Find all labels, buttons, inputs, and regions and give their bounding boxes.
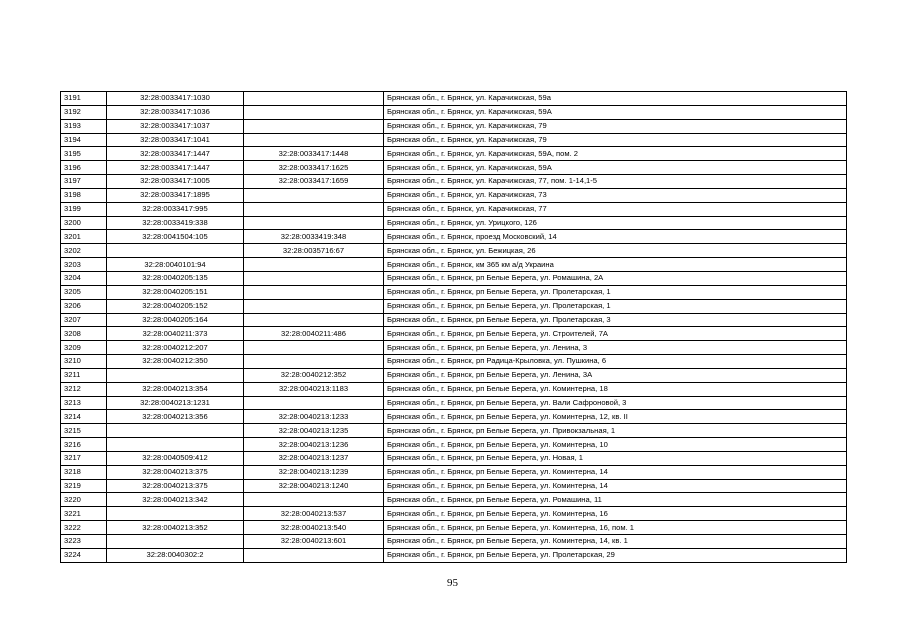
cadastral-number-cell bbox=[107, 535, 244, 549]
table-row bbox=[61, 92, 847, 106]
related-cadastral-number-cell bbox=[244, 119, 384, 133]
address-cell: Брянская обл., г. Брянск, рп Белые Берега, ул. Пролетарская, 1 bbox=[384, 299, 847, 313]
registry-table-body bbox=[61, 92, 847, 563]
row-number-cell: 3202 bbox=[61, 244, 107, 258]
table-row bbox=[61, 175, 847, 189]
address-cell: Брянская обл., г. Брянск, рп Белые Берега, ул. Ленина, 3 bbox=[384, 341, 847, 355]
address-cell: Брянская обл., г. Брянск, ул. Карачижская, 59а bbox=[384, 92, 847, 106]
related-cadastral-number-cell: 32:28:0040213:1233 bbox=[244, 410, 384, 424]
cadastral-number-cell: 32:28:0040213:352 bbox=[107, 521, 244, 535]
cadastral-number-cell: 32:28:0033417:1030 bbox=[107, 92, 244, 106]
table-row bbox=[61, 244, 847, 258]
related-cadastral-number-cell: 32:28:0033417:1625 bbox=[244, 161, 384, 175]
row-number-cell: 3205 bbox=[61, 285, 107, 299]
cadastral-number-cell: 32:28:0040213:356 bbox=[107, 410, 244, 424]
cadastral-number-cell: 32:28:0040101:94 bbox=[107, 258, 244, 272]
row-number-cell: 3196 bbox=[61, 161, 107, 175]
row-number-cell: 3219 bbox=[61, 479, 107, 493]
cadastral-number-cell: 32:28:0033417:1037 bbox=[107, 119, 244, 133]
related-cadastral-number-cell bbox=[244, 396, 384, 410]
table-row bbox=[61, 119, 847, 133]
related-cadastral-number-cell: 32:28:0033417:1448 bbox=[244, 147, 384, 161]
table-row bbox=[61, 479, 847, 493]
cadastral-number-cell: 32:28:0040213:375 bbox=[107, 479, 244, 493]
address-cell: Брянская обл., г. Брянск, рп Белые Берега, ул. Ромашина, 2А bbox=[384, 271, 847, 285]
cadastral-number-cell: 32:28:0033417:1036 bbox=[107, 105, 244, 119]
cadastral-number-cell: 32:28:0033417:1005 bbox=[107, 175, 244, 189]
row-number-cell: 3193 bbox=[61, 119, 107, 133]
related-cadastral-number-cell bbox=[244, 271, 384, 285]
table-row bbox=[61, 535, 847, 549]
address-cell: Брянская обл., г. Брянск, рп Белые Берега, ул. Коминтерна, 14, кв. 1 bbox=[384, 535, 847, 549]
address-cell: Брянская обл., г. Брянск, рп Белые Берега, ул. Коминтерна, 14 bbox=[384, 465, 847, 479]
cadastral-number-cell: 32:28:0040213:342 bbox=[107, 493, 244, 507]
related-cadastral-number-cell: 32:28:0033419:348 bbox=[244, 230, 384, 244]
related-cadastral-number-cell: 32:28:0033417:1659 bbox=[244, 175, 384, 189]
table-row bbox=[61, 202, 847, 216]
related-cadastral-number-cell: 32:28:0040213:1237 bbox=[244, 451, 384, 465]
address-cell: Брянская обл., г. Брянск, рп Белые Берега, ул. Пролетарская, 1 bbox=[384, 285, 847, 299]
cadastral-number-cell: 32:28:0040213:354 bbox=[107, 382, 244, 396]
row-number-cell: 3221 bbox=[61, 507, 107, 521]
table-row bbox=[61, 216, 847, 230]
cadastral-number-cell: 32:28:0033417:1041 bbox=[107, 133, 244, 147]
address-cell: Брянская обл., г. Брянск, проезд Московский, 14 bbox=[384, 230, 847, 244]
address-cell: Брянская обл., г. Брянск, ул. Карачижская, 77, пом. 1-14,1-5 bbox=[384, 175, 847, 189]
table-row bbox=[61, 424, 847, 438]
address-cell: Брянская обл., г. Брянск, рп Белые Берега, ул. Строителей, 7А bbox=[384, 327, 847, 341]
address-cell: Брянская обл., г. Брянск, рп Белые Берега, ул. Коминтерна, 14 bbox=[384, 479, 847, 493]
cadastral-number-cell: 32:28:0041504:105 bbox=[107, 230, 244, 244]
related-cadastral-number-cell bbox=[244, 216, 384, 230]
related-cadastral-number-cell bbox=[244, 548, 384, 562]
cadastral-number-cell: 32:28:0040302:2 bbox=[107, 548, 244, 562]
table-row bbox=[61, 382, 847, 396]
related-cadastral-number-cell bbox=[244, 92, 384, 106]
table-row bbox=[61, 299, 847, 313]
cadastral-number-cell: 32:28:0040205:135 bbox=[107, 271, 244, 285]
related-cadastral-number-cell bbox=[244, 313, 384, 327]
related-cadastral-number-cell: 32:28:0035716:67 bbox=[244, 244, 384, 258]
table-row bbox=[61, 258, 847, 272]
row-number-cell: 3215 bbox=[61, 424, 107, 438]
table-row bbox=[61, 493, 847, 507]
table-row bbox=[61, 313, 847, 327]
table-row bbox=[61, 161, 847, 175]
row-number-cell: 3203 bbox=[61, 258, 107, 272]
table-row bbox=[61, 451, 847, 465]
address-cell: Брянская обл., г. Брянск, ул. Карачижская, 79 bbox=[384, 133, 847, 147]
address-cell: Брянская обл., г. Брянск, рп Белые Берега, ул. Коминтерна, 16 bbox=[384, 507, 847, 521]
related-cadastral-number-cell: 32:28:0040213:1235 bbox=[244, 424, 384, 438]
address-cell: Брянская обл., г. Брянск, км 365 км а/д Украина bbox=[384, 258, 847, 272]
table-row bbox=[61, 368, 847, 382]
row-number-cell: 3200 bbox=[61, 216, 107, 230]
table-row bbox=[61, 396, 847, 410]
cadastral-number-cell: 32:28:0040211:373 bbox=[107, 327, 244, 341]
related-cadastral-number-cell bbox=[244, 341, 384, 355]
row-number-cell: 3211 bbox=[61, 368, 107, 382]
row-number-cell: 3208 bbox=[61, 327, 107, 341]
row-number-cell: 3198 bbox=[61, 188, 107, 202]
related-cadastral-number-cell: 32:28:0040213:537 bbox=[244, 507, 384, 521]
related-cadastral-number-cell: 32:28:0040213:601 bbox=[244, 535, 384, 549]
address-cell: Брянская обл., г. Брянск, рп Белые Берега, ул. Вали Сафроновой, 3 bbox=[384, 396, 847, 410]
cadastral-number-cell: 32:28:0040213:375 bbox=[107, 465, 244, 479]
row-number-cell: 3222 bbox=[61, 521, 107, 535]
related-cadastral-number-cell: 32:28:0040213:540 bbox=[244, 521, 384, 535]
row-number-cell: 3206 bbox=[61, 299, 107, 313]
address-cell: Брянская обл., г. Брянск, рп Белые Берега, ул. Ленина, 3А bbox=[384, 368, 847, 382]
address-cell: Брянская обл., г. Брянск, рп Белые Берега, ул. Коминтерна, 16, пом. 1 bbox=[384, 521, 847, 535]
table-row bbox=[61, 438, 847, 452]
related-cadastral-number-cell bbox=[244, 355, 384, 369]
address-cell: Брянская обл., г. Брянск, ул. Карачижская, 59А bbox=[384, 161, 847, 175]
address-cell: Брянская обл., г. Брянск, ул. Карачижская, 59А bbox=[384, 105, 847, 119]
address-cell: Брянская обл., г. Брянск, рп Белые Берега, ул. Пролетарская, 3 bbox=[384, 313, 847, 327]
address-cell: Брянская обл., г. Брянск, рп Радица-Крыловка, ул. Пушкина, 6 bbox=[384, 355, 847, 369]
table-row bbox=[61, 355, 847, 369]
row-number-cell: 3213 bbox=[61, 396, 107, 410]
address-cell: Брянская обл., г. Брянск, рп Белые Берега, ул. Коминтерна, 12, кв. II bbox=[384, 410, 847, 424]
address-cell: Брянская обл., г. Брянск, ул. Карачижская, 73 bbox=[384, 188, 847, 202]
cadastral-number-cell: 32:28:0040212:207 bbox=[107, 341, 244, 355]
row-number-cell: 3217 bbox=[61, 451, 107, 465]
table-row bbox=[61, 188, 847, 202]
related-cadastral-number-cell bbox=[244, 133, 384, 147]
address-cell: Брянская обл., г. Брянск, рп Белые Берега, ул. Ромашина, 11 bbox=[384, 493, 847, 507]
related-cadastral-number-cell: 32:28:0040211:486 bbox=[244, 327, 384, 341]
address-cell: Брянская обл., г. Брянск, ул. Карачижская, 79 bbox=[384, 119, 847, 133]
row-number-cell: 3210 bbox=[61, 355, 107, 369]
address-cell: Брянская обл., г. Брянск, рп Белые Берега, ул. Пролетарская, 29 bbox=[384, 548, 847, 562]
row-number-cell: 3199 bbox=[61, 202, 107, 216]
row-number-cell: 3220 bbox=[61, 493, 107, 507]
address-cell: Брянская обл., г. Брянск, ул. Бежицкая, 26 bbox=[384, 244, 847, 258]
cadastral-number-cell: 32:28:0033417:995 bbox=[107, 202, 244, 216]
cadastral-number-cell: 32:28:0033417:1895 bbox=[107, 188, 244, 202]
row-number-cell: 3201 bbox=[61, 230, 107, 244]
table-row bbox=[61, 230, 847, 244]
related-cadastral-number-cell bbox=[244, 493, 384, 507]
row-number-cell: 3216 bbox=[61, 438, 107, 452]
row-number-cell: 3214 bbox=[61, 410, 107, 424]
row-number-cell: 3192 bbox=[61, 105, 107, 119]
row-number-cell: 3224 bbox=[61, 548, 107, 562]
related-cadastral-number-cell bbox=[244, 188, 384, 202]
address-cell: Брянская обл., г. Брянск, рп Белые Берега, ул. Коминтерна, 10 bbox=[384, 438, 847, 452]
cadastral-number-cell: 32:28:0040205:152 bbox=[107, 299, 244, 313]
cadastral-number-cell: 32:28:0033417:1447 bbox=[107, 147, 244, 161]
address-cell: Брянская обл., г. Брянск, рп Белые Берега, ул. Новая, 1 bbox=[384, 451, 847, 465]
table-row bbox=[61, 327, 847, 341]
row-number-cell: 3191 bbox=[61, 92, 107, 106]
related-cadastral-number-cell bbox=[244, 202, 384, 216]
row-number-cell: 3207 bbox=[61, 313, 107, 327]
row-number-cell: 3218 bbox=[61, 465, 107, 479]
registry-table bbox=[60, 91, 847, 563]
cadastral-number-cell: 32:28:0033419:338 bbox=[107, 216, 244, 230]
row-number-cell: 3209 bbox=[61, 341, 107, 355]
cadastral-number-cell: 32:28:0040213:1231 bbox=[107, 396, 244, 410]
table-row bbox=[61, 548, 847, 562]
related-cadastral-number-cell bbox=[244, 258, 384, 272]
related-cadastral-number-cell bbox=[244, 105, 384, 119]
row-number-cell: 3212 bbox=[61, 382, 107, 396]
row-number-cell: 3194 bbox=[61, 133, 107, 147]
table-row bbox=[61, 271, 847, 285]
related-cadastral-number-cell: 32:28:0040213:1239 bbox=[244, 465, 384, 479]
address-cell: Брянская обл., г. Брянск, рп Белые Берега, ул. Коминтерна, 18 bbox=[384, 382, 847, 396]
related-cadastral-number-cell bbox=[244, 285, 384, 299]
related-cadastral-number-cell bbox=[244, 299, 384, 313]
table-row bbox=[61, 105, 847, 119]
related-cadastral-number-cell: 32:28:0040213:1183 bbox=[244, 382, 384, 396]
related-cadastral-number-cell: 32:28:0040213:1240 bbox=[244, 479, 384, 493]
table-row bbox=[61, 465, 847, 479]
cadastral-number-cell: 32:28:0040509:412 bbox=[107, 451, 244, 465]
cadastral-number-cell: 32:28:0033417:1447 bbox=[107, 161, 244, 175]
page-number: 95 bbox=[447, 577, 458, 589]
cadastral-number-cell bbox=[107, 507, 244, 521]
row-number-cell: 3195 bbox=[61, 147, 107, 161]
cadastral-number-cell: 32:28:0040212:350 bbox=[107, 355, 244, 369]
cadastral-number-cell: 32:28:0040205:151 bbox=[107, 285, 244, 299]
address-cell: Брянская обл., г. Брянск, ул. Карачижская, 59А, пом. 2 bbox=[384, 147, 847, 161]
related-cadastral-number-cell: 32:28:0040212:352 bbox=[244, 368, 384, 382]
cadastral-number-cell: 32:28:0040205:164 bbox=[107, 313, 244, 327]
row-number-cell: 3197 bbox=[61, 175, 107, 189]
table-row bbox=[61, 285, 847, 299]
cadastral-number-cell bbox=[107, 368, 244, 382]
table-row bbox=[61, 133, 847, 147]
table-row bbox=[61, 521, 847, 535]
cadastral-number-cell bbox=[107, 438, 244, 452]
table-row bbox=[61, 341, 847, 355]
address-cell: Брянская обл., г. Брянск, рп Белые Берега, ул. Привокзальная, 1 bbox=[384, 424, 847, 438]
table-row bbox=[61, 507, 847, 521]
address-cell: Брянская обл., г. Брянск, ул. Урицкого, 126 bbox=[384, 216, 847, 230]
cadastral-number-cell bbox=[107, 244, 244, 258]
cadastral-number-cell bbox=[107, 424, 244, 438]
table-row bbox=[61, 410, 847, 424]
row-number-cell: 3223 bbox=[61, 535, 107, 549]
related-cadastral-number-cell: 32:28:0040213:1236 bbox=[244, 438, 384, 452]
table-row bbox=[61, 147, 847, 161]
address-cell: Брянская обл., г. Брянск, ул. Карачижская, 77 bbox=[384, 202, 847, 216]
row-number-cell: 3204 bbox=[61, 271, 107, 285]
